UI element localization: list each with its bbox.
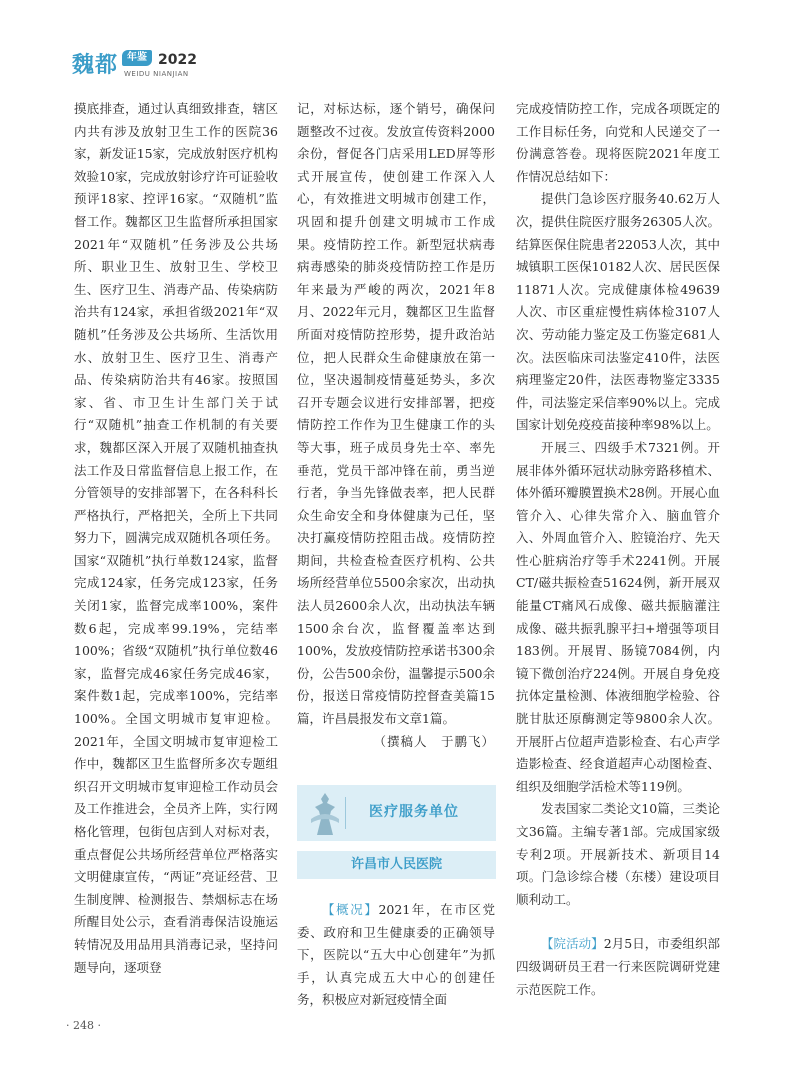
section-title: 医疗服务单位 (369, 804, 459, 820)
yearbook-badge: 年鉴 (122, 50, 152, 66)
yearbook-header (72, 48, 272, 88)
page-number: · 248 · (66, 1019, 101, 1032)
paragraph: 提供门急诊医疗服务40.62万人次，提供住院医疗服务26305人次。结算医保住院患者22053人次，其中城镇职工医保10182人次、居民医保11871人次。完成健康体检49639人次、市区重症慢性病体检3107人次、劳动能力鉴定及工伤鉴定681人次。法医临床司法鉴定410件，法医病理鉴定20件，法医毒物鉴定3335件，司法鉴定采信率90%以上。完成国家计划免疫疫苗接种率98%以上。 (516, 191, 720, 433)
column-middle (297, 98, 495, 753)
activity-tag: 【院活动】 (541, 936, 604, 952)
overview-tag: 【概况】 (322, 902, 379, 917)
column-left (74, 98, 278, 979)
paragraph: 完成疫情防控工作，完成各项既定的工作目标任务，向党和人民递交了一份满意答卷。现将医院2021年度工作情况总结如下： (516, 101, 720, 184)
paragraph: 记，对标达标，逐个销号，确保问题整改不过夜。发放宣传资料2000余份，督促各门店采用LED屏等形式开展宣传，使创建工作深入人心，有效推进文明城市创建工作，巩固和提升创建文明城市工作成果。疫情防控工作。新型冠状病毒病毒感染的肺炎疫情防控工作是历年来最为严峻的两次，2021年8月、2022年元月，魏都区卫生监督所面对疫情防控形势，提升政治站位，把人民群众生命健康放在第一位，坚决遏制疫情蔓延势头，多次召开专题会议进行安排部署，把疫情防控工作作为卫生健康工作的头等大事，班子成员身先士卒、率先垂范，党员干部冲锋在前，勇当逆行者，争当先锋做表率，把人民群众生命安全和身体健康为己任，坚决打赢疫情防控阻击战。疫情防控期间，共检查检查医疗机构、公共场所经营单位5500余家次，出动执法人员2600余人次，出动执法车辆1500余台次，监督覆盖率达到100%，发放疫情防控承诺书300余份，公告500余份，温馨提示500余份，报送日常疫情防控督查美篇15篇，许昌晨报发布文章1篇。 (297, 101, 495, 727)
paragraph: 开展三、四级手术7321例。开展非体外循环冠状动脉旁路移植术、体外循环瓣膜置换术28例。开展心血管介入、心律失常介入、脑血管介入、外周血管介入、腔镜治疗、先天性心脏病治疗等手术2241例。开展CT/磁共振检查51624例，新开展双能量CT痛风石成像、磁共振脑灌注成像、磁共振乳腺平扫+增强等项目183例。开展胃、肠镜7084例，内镜下微创治疗224例。开展自身免疫抗体定量检测、体液细胞学检验、谷胱甘肽还原酶测定等9800余人次。开展肝占位超声造影检查、右心声学造影检查、经食道超声心动图检查、组织及细胞学活检术等119例。 (516, 439, 720, 794)
column-middle-lower (297, 899, 495, 1012)
paragraph: 发表国家二类论文10篇，三类论文36篇。主编专著1部。完成国家级专利2项。开展新技术、新项目14项。门急诊综合楼（东楼）建设项目顺利动工。 (516, 801, 720, 907)
paragraph: 摸底排查，通过认真细致排查，辖区内共有涉及放射卫生工作的医院36家，新发证15家，完成放射医疗机构效验10家，完成放射诊疗许可证验收预评18家、控评16家。“双随机”监督工作。魏都区卫生监督所承担国家2021年“双随机”任务涉及公共场所、职业卫生、放射卫生、学校卫生、医疗卫生、消毒产品、传染病防治共有124家，承担省级2021年“双随机”任务涉及公共场所、生活饮用水、放射卫生、医疗卫生、消毒产品、传染病防治共有46家。按照国家、省、市卫生计生部门关于试行“双随机”抽查工作机制的有关要求，魏都区深入开展了双随机抽查执法工作及日常监督信息上报工作，在分管领导的安排部署下，在各科科长严格执行，严格把关，全所上下共同努力下，圆满完成双随机各项任务。国家“双随机”执行单数124家，监督完成124家，任务完成123家，任务关闭1家，监督完成率100%，案件数6起，完成率99.19%，完结率100%；省级“双随机”执行单位数46家，监督完成46家任务完成46家，案件数1起，完成率100%，完结率100%。全国文明城市复审迎检。2021年，全国文明城市复审迎检工作中，魏都区卫生监督所多次专题组织召开文明城市复审迎检工作动员会及工作推进会，全员齐上阵，实行网格化管理，包街包店到人对标对表，重点督促公共场所经营单位严格落实文明健康宣传，“两证”亮证经营、卫生制度牌、检测报告、禁烟标志在场所醒目处公示，查看消毒保洁设施运转情况及用品用具消毒记录，坚持问题导向，逐项登 (74, 101, 278, 975)
yearbook-year: 2022 (158, 52, 197, 68)
overview-text: 2021年，在市区党委、政府和卫生健康委的正确领导下，医院以“五大中心创建年”为抓手，认真完成五大中心的创建任务，积极应对新冠疫情全面 (297, 902, 495, 1008)
column-right (516, 98, 720, 1001)
overview-paragraph (297, 899, 495, 1012)
yearbook-title: 魏都 (72, 53, 119, 78)
banner-divider (345, 797, 346, 829)
activity-paragraph (516, 933, 720, 1001)
statue-icon (305, 789, 345, 839)
yearbook-subtitle: WEIDU NIANJIAN (124, 70, 189, 78)
section-banner (297, 785, 496, 841)
activity-text: 2月5日，市委组织部四级调研员王君一行来医院调研党建示范医院工作。 (516, 936, 720, 997)
author-credit: （撰稿人 于鹏飞） (373, 733, 495, 749)
unit-title: 许昌市人民医院 (297, 851, 496, 879)
